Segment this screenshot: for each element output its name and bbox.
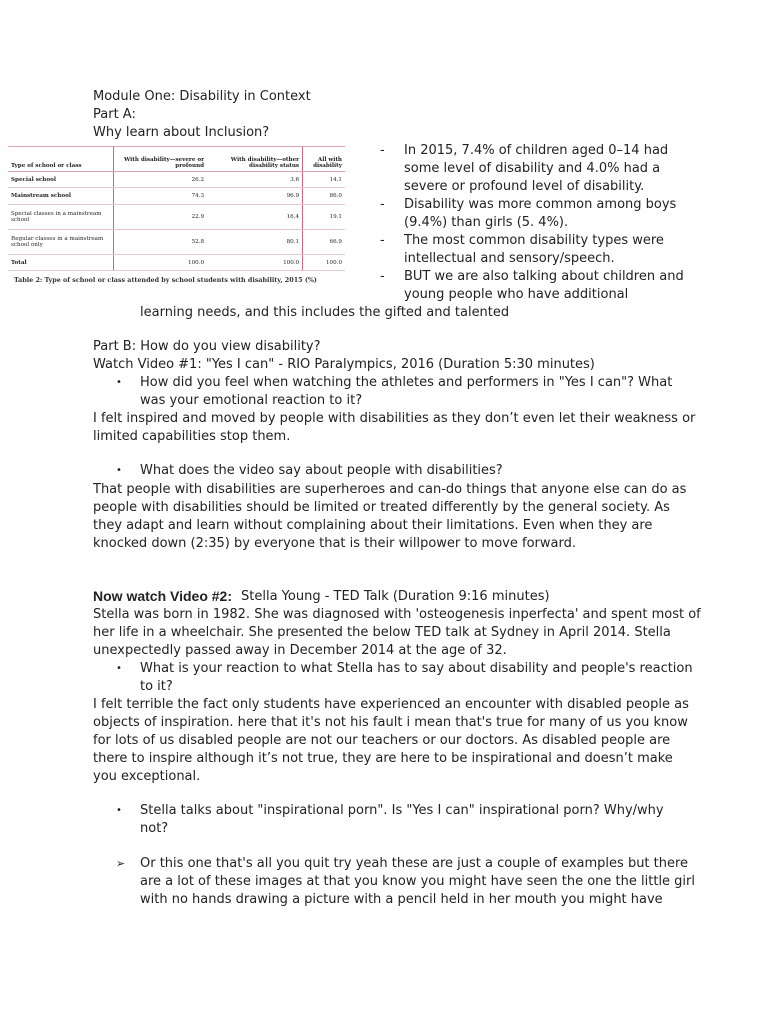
table-cell: 26.2 [114, 172, 208, 188]
table-cell: 96.9 [207, 188, 303, 205]
answer-line: with no hands drawing a picture with a pencil held in her mouth you might have [140, 892, 663, 907]
intro-line: Stella was born in 1982. She was diagnosed with 'osteogenesis inperfecta' and spent most of [93, 607, 701, 622]
table-cell: 16.4 [207, 205, 303, 230]
table-cell: 74.3 [114, 188, 208, 205]
part-a-question: Why learn about Inclusion? [93, 125, 270, 140]
table-cell: 100.0 [114, 255, 208, 271]
stats-line: some level of disability and 4.0% had a [404, 161, 661, 176]
part-b-heading: Part B: How do you view disability? [93, 339, 321, 354]
bullet-icon: • [116, 465, 122, 476]
module-title: Module One: Disability in Context [93, 89, 311, 104]
stats-line: learning needs, and this includes the gifted and talented [140, 305, 510, 320]
answer-line: are a lot of these images at that you know you might have seen the one the little girl [140, 874, 696, 889]
answer-line: they adapt and learn without complaining about their limitations. Even when they are [93, 518, 653, 533]
intro-line: her life in a wheelchair. She presented the below TED talk at Sydney in April 2014. Stella [93, 625, 671, 640]
answer-line: Or this one that's all you quit try yeah these are just a couple of examples but there [140, 856, 689, 871]
answer-line: people with disabilities should be limited or treated differently by the general society. As [93, 500, 670, 515]
answer-line: That people with disabilities are superheroes and can-do things that anyone else can do as [93, 482, 687, 497]
answer-line: for lots of us disabled people are not our teachers or our doctors. As disabled people are [93, 733, 671, 748]
question-line: What is your reaction to what Stella has to say about disability and people's reaction [140, 661, 693, 676]
question-line: How did you feel when watching the athletes and performers in "Yes I can"? What [140, 375, 673, 390]
bullet-icon: • [116, 377, 122, 388]
table-cell: 22.9 [114, 205, 208, 230]
part-a-label: Part A: [93, 107, 136, 122]
table-header: With disability—other disability status [207, 147, 303, 172]
table-cell: 14.1 [303, 172, 345, 188]
stats-line: severe or profound level of disability. [404, 179, 645, 194]
table-cell: 3.6 [207, 172, 303, 188]
table-row-label: Regular classes in a mainstream school only [8, 230, 114, 255]
table-cell: 80.1 [207, 230, 303, 255]
answer-line: limited capabilities stop them. [93, 429, 291, 444]
question-line: What does the video say about people with disabilities? [140, 463, 503, 478]
table-header: With disability—severe or profound [114, 147, 208, 172]
table-row-label: Special school [8, 172, 114, 188]
video2-title: Stella Young - TED Talk (Duration 9:16 minutes) [241, 589, 550, 604]
table-cell: 52.8 [114, 230, 208, 255]
table-row-label: Total [8, 255, 114, 271]
stats-line: (9.4%) than girls (5. 4%). [404, 215, 569, 230]
table-cell: 86.0 [303, 188, 345, 205]
question-line: was your emotional reaction to it? [140, 393, 363, 408]
stats-line: young people who have additional [404, 287, 629, 302]
bullet-icon: • [116, 663, 122, 674]
intro-line: unexpectedly passed away in December 2014 at the age of 32. [93, 643, 507, 658]
list-dash: - [380, 197, 385, 212]
question-line: not? [140, 821, 169, 836]
video2-lead: Now watch Video #2: [93, 588, 232, 604]
table-row-label: Special classes in a mainstream school [8, 205, 114, 230]
table-cell: 100.0 [303, 255, 345, 271]
list-dash: - [380, 269, 385, 284]
question-line: to it? [140, 679, 173, 694]
table-header: All with disability [303, 147, 345, 172]
list-dash: - [380, 233, 385, 248]
table-cell: 19.1 [303, 205, 345, 230]
table-caption: Table 2: Type of school or class attended by school students with disability, 2015 (%) [14, 276, 317, 284]
bullet-icon: • [116, 805, 122, 816]
answer-line: objects of inspiration. here that it's not his fault i mean that's true for many of us you know [93, 715, 688, 730]
table-row-label: Mainstream school [8, 188, 114, 205]
stats-line: Disability was more common among boys [404, 197, 677, 212]
answer-line: knocked down (2:35) by everyone that is their willpower to move forward. [93, 536, 576, 551]
video1-title: Watch Video #1: "Yes I can" - RIO Paralympics, 2016 (Duration 5:30 minutes) [93, 357, 595, 372]
stats-line: intellectual and sensory/speech. [404, 251, 615, 266]
answer-line: I felt terrible the fact only students have experienced an encounter with disabled people as [93, 697, 689, 712]
list-dash: - [380, 143, 385, 158]
answer-line: I felt inspired and moved by people with disabilities as they don’t even let their weakness or [93, 411, 696, 426]
table-cell: 66.9 [303, 230, 345, 255]
stats-line: BUT we are also talking about children and [404, 269, 684, 284]
table-header: Type of school or class [8, 147, 114, 172]
stats-line: The most common disability types were [404, 233, 664, 248]
answer-line: you exceptional. [93, 769, 201, 784]
table-cell: 100.0 [207, 255, 303, 271]
stats-line: In 2015, 7.4% of children aged 0–14 had [404, 143, 669, 158]
answer-line: there to inspire although it’s not true, they are here to be inspirational and doesn’t make [93, 751, 673, 766]
question-line: Stella talks about "inspirational porn". Is "Yes I can" inspirational porn? Why/why [140, 803, 664, 818]
arrow-bullet-icon: ➢ [116, 857, 126, 870]
disability-school-table [8, 146, 348, 288]
